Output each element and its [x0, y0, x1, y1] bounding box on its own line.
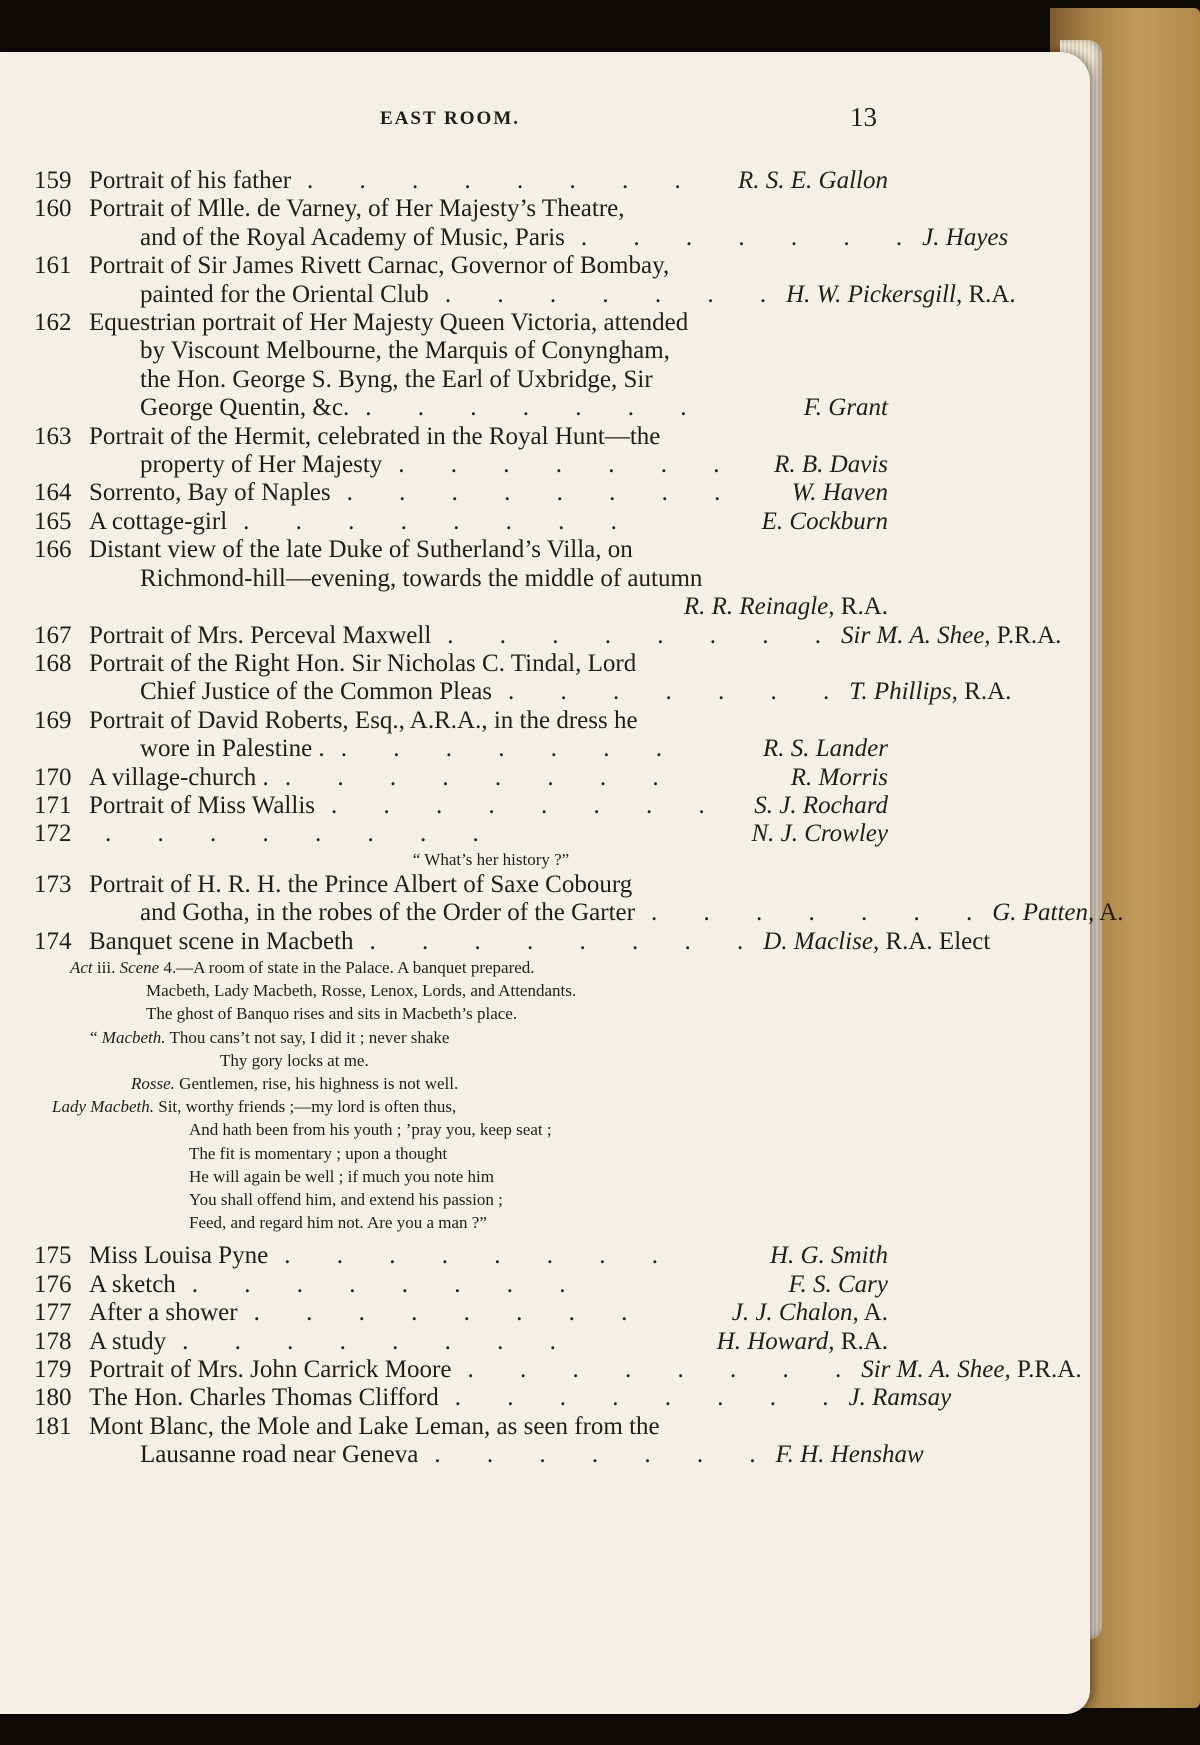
- leader-dots: . . . . . . . .: [284, 763, 679, 791]
- entry-continuation: [34, 1441, 924, 1469]
- artist-suffix: R.A.: [834, 1327, 888, 1355]
- speech-line: Feed, and regard him not. Are you a man ?”: [189, 1213, 487, 1233]
- entry-number: 164: [34, 479, 72, 507]
- entry-176: [34, 1271, 888, 1299]
- entry-artist: [754, 792, 888, 820]
- leader-dots: . . . . . . . .: [105, 820, 499, 848]
- artist-suffix: R.A.: [957, 678, 1012, 706]
- scene-label: Scene: [119, 957, 160, 977]
- entry-title: A village-church .: [89, 763, 269, 791]
- entry-number: 177: [34, 1299, 72, 1327]
- artist-name: J. J. Chalon,: [731, 1299, 859, 1327]
- continuation-text: wore in Palestine .: [140, 735, 325, 763]
- entry-number: 162: [34, 309, 72, 337]
- entry-artist: [717, 1328, 888, 1356]
- entry-number: 167: [34, 621, 72, 649]
- leader-dots: . . . . . . . .: [182, 1327, 576, 1355]
- continuation-text: and Gotha, in the robes of the Order of the Garter: [140, 899, 635, 927]
- continuation-text: property of Her Majesty: [140, 451, 383, 479]
- entry-title: A study: [89, 1327, 167, 1355]
- entry-artist: [738, 167, 888, 195]
- artist-name: Sir M. A. Shee,: [841, 621, 991, 649]
- continuation-text: Lausanne road near Geneva: [140, 1441, 419, 1469]
- entry-number: 176: [34, 1270, 72, 1298]
- entry-179: [34, 1356, 1082, 1384]
- entry-artist: [792, 479, 888, 507]
- entry-title: Mont Blanc, the Mole and Lake Leman, as seen from the: [89, 1412, 660, 1440]
- entry-artist: [849, 678, 1011, 706]
- artist-name: J. Ramsay: [848, 1384, 952, 1412]
- leader-dots: . . . . . . .: [580, 223, 923, 251]
- entry-artist: [791, 764, 888, 792]
- entry-159: [34, 167, 888, 195]
- continuation-text: George Quentin, &c.: [140, 394, 350, 422]
- entry-169: [34, 707, 888, 735]
- entry-artist: [788, 1271, 888, 1299]
- artist-suffix: R.A.: [834, 593, 888, 621]
- entry-continuation: [34, 678, 1012, 706]
- leader-dots: . . . . . . . .: [447, 621, 842, 649]
- artist-name: R. S. E. Gallon: [738, 167, 888, 194]
- speaker-rosse: Rosse.: [131, 1073, 175, 1093]
- entry-artist: [732, 1299, 888, 1327]
- entry-artist: [786, 281, 1016, 309]
- entry-number: 159: [34, 167, 72, 194]
- catalogue-entries: [34, 167, 1124, 1470]
- leader-dots: . . . . . . .: [398, 451, 740, 479]
- entry-title: Portrait of Mrs. John Carrick Moore: [89, 1356, 452, 1384]
- leader-dots: . . . . . . . .: [331, 791, 725, 819]
- entry-174: [34, 927, 991, 956]
- entry-number: 170: [34, 763, 72, 791]
- artist-name: F. Grant: [803, 394, 888, 422]
- artist-name: H. Howard,: [716, 1327, 835, 1355]
- entry-artist: [751, 820, 888, 848]
- entry-artist: [763, 735, 888, 763]
- leader-dots: . . . . . . . .: [191, 1270, 586, 1298]
- entry-continuation: [34, 899, 1124, 927]
- entry-title: Portrait of Mlle. de Varney, of Her Majesty’s Theatre,: [89, 195, 625, 223]
- entry-number: 175: [34, 1242, 72, 1270]
- macbeth-excerpt: [34, 956, 888, 1234]
- entry-163: [34, 423, 888, 451]
- running-title: EAST ROOM.: [380, 108, 521, 129]
- entry-continuation: [34, 394, 888, 422]
- entry-180: [34, 1384, 952, 1412]
- entry-continuation: [34, 280, 1016, 309]
- entries-block-b: [34, 870, 1124, 956]
- entry-title: Sorrento, Bay of Naples: [89, 479, 331, 507]
- entry-167: [34, 621, 1062, 650]
- entry-number: 160: [34, 195, 72, 223]
- leader-dots: . . . . . . .: [365, 394, 707, 422]
- continuation-text: by Viscount Melbourne, the Marquis of Conyngham,: [140, 337, 670, 365]
- leader-dots: . . . . . . . .: [307, 167, 701, 194]
- entry-continuation: [34, 565, 888, 593]
- speech-line: You shall offend him, and extend his passion ;: [189, 1190, 503, 1209]
- entry-artist: [776, 1441, 924, 1469]
- entry-number: 169: [34, 706, 72, 734]
- entry-number: 180: [34, 1384, 72, 1412]
- speech-line: He will again be well ; if much you note him: [189, 1166, 494, 1186]
- entry-number: 166: [34, 536, 72, 564]
- entry-177: [34, 1299, 888, 1327]
- artist-name: R. R. Reinagle,: [683, 593, 835, 621]
- open-quote: “: [90, 1027, 98, 1047]
- artist-name: D. Maclise,: [763, 927, 880, 955]
- entry-number: 161: [34, 252, 72, 280]
- entry-title: Equestrian portrait of Her Majesty Queen Victoria, attended: [89, 309, 689, 337]
- entry-168: [34, 650, 888, 678]
- entry-artist: [848, 1384, 951, 1412]
- artist-name: T. Phillips,: [849, 678, 958, 706]
- entry-title: Miss Louisa Pyne: [89, 1242, 269, 1270]
- entry-artist: [992, 899, 1123, 927]
- artist-name: F. H. Henshaw: [775, 1441, 924, 1469]
- entry-164: [34, 479, 888, 507]
- entry-162: [34, 309, 888, 337]
- speech-line: Gentlemen, rise, his highness is not well.: [174, 1073, 459, 1093]
- entry-number: 171: [34, 791, 72, 819]
- leader-dots: . . . . . . .: [444, 280, 787, 308]
- artist-name: H. W. Pickersgill,: [786, 280, 963, 308]
- leader-dots: . . . . . . .: [650, 899, 993, 927]
- entry-173: [34, 871, 888, 899]
- entry-artist: [684, 593, 888, 621]
- speech-line: The fit is momentary ; upon a thought: [189, 1143, 448, 1163]
- entry-title: Portrait of H. R. H. the Prince Albert of Saxe Cobourg: [89, 870, 633, 898]
- leader-dots: . . . . . . . .: [454, 1384, 849, 1412]
- entry-continuation: [34, 735, 888, 763]
- artist-name: J. Hayes: [922, 223, 1009, 251]
- entry-continuation: [34, 337, 888, 365]
- leader-dots: . . . . . . . .: [369, 927, 764, 955]
- entries-block-a: [34, 167, 1062, 849]
- speech-line: And hath been from his youth ; ’pray you, keep seat ;: [189, 1120, 552, 1140]
- entry-artist: [861, 1356, 1081, 1384]
- entry-number: 179: [34, 1356, 72, 1384]
- speaker-macbeth: Macbeth.: [101, 1027, 166, 1047]
- entry-170: [34, 764, 888, 792]
- entry-artist: [841, 622, 1061, 650]
- artist-name: W. Haven: [791, 479, 888, 507]
- continuation-text: Richmond-hill—evening, towards the middle of autumn: [140, 564, 703, 592]
- continuation-text: Chief Justice of the Common Pleas: [140, 678, 493, 706]
- entry-number: 178: [34, 1327, 72, 1355]
- entry-artist: [763, 928, 990, 956]
- entry-178: [34, 1328, 888, 1356]
- entry-continuation: [34, 223, 1009, 252]
- entry-title: Portrait of David Roberts, Esq., A.R.A., in the dress he: [89, 706, 638, 734]
- artist-name: R. B. Davis: [774, 451, 888, 479]
- entry-number: 172: [34, 820, 72, 848]
- entry-artist: [922, 224, 1008, 252]
- entry-title: Distant view of the late Duke of Sutherland’s Villa, on: [89, 536, 633, 564]
- leader-dots: . . . . . . .: [508, 678, 850, 706]
- continuation-text: and of the Royal Academy of Music, Paris: [140, 223, 565, 251]
- leader-dots: . . . . . . . .: [253, 1299, 648, 1327]
- artist-suffix: P.R.A.: [1010, 1356, 1082, 1384]
- artist-name: G. Patten,: [992, 899, 1095, 927]
- entry-title: A sketch: [89, 1270, 176, 1298]
- leader-dots: . . . . . . . .: [243, 507, 637, 535]
- artist-suffix: P.R.A.: [990, 621, 1062, 649]
- entry-161: [34, 252, 888, 280]
- continuation-text: painted for the Oriental Club: [140, 280, 429, 308]
- artist-suffix: A.: [1094, 899, 1124, 927]
- entry-175: [34, 1242, 888, 1270]
- dramatis-personae: Macbeth, Lady Macbeth, Rosse, Lenox, Lords, and Attendants.: [146, 981, 577, 1001]
- artist-suffix: R.A. Elect: [879, 927, 991, 955]
- entry-artist: [774, 451, 888, 479]
- entry-number: 181: [34, 1412, 72, 1440]
- artist-name: R. Morris: [790, 763, 888, 791]
- entry-title: Portrait of Sir James Rivett Carnac, Governor of Bombay,: [89, 252, 670, 280]
- entry-title: The Hon. Charles Thomas Clifford: [89, 1384, 439, 1412]
- artist-suffix: A.: [858, 1299, 888, 1327]
- entry-number: 165: [34, 507, 72, 535]
- entry-artist: [770, 1242, 888, 1270]
- entry-172: [34, 820, 888, 848]
- artist-suffix: R.A.: [962, 280, 1016, 308]
- artist-name: N. J. Crowley: [751, 820, 888, 848]
- act-number: iii.: [92, 957, 120, 977]
- speech-line: Thou cans’t not say, I did it ; never shake: [165, 1027, 450, 1047]
- entry-artist-line: [34, 593, 888, 621]
- act-label: Act: [70, 957, 93, 977]
- leader-dots: . . . . . . . .: [346, 479, 741, 507]
- page-number: 13: [850, 102, 877, 132]
- artist-name: F. S. Cary: [788, 1270, 888, 1298]
- leader-dots: . . . . . . .: [434, 1441, 776, 1469]
- entry-artist: [804, 394, 888, 422]
- entry-number: 163: [34, 422, 72, 450]
- page-header: [0, 102, 1090, 148]
- entry-artist: [762, 508, 888, 536]
- entry-title: Portrait of Miss Wallis: [89, 791, 316, 819]
- entry-number: 173: [34, 870, 72, 898]
- leader-dots: . . . . . . .: [340, 735, 682, 763]
- entry-number: 168: [34, 649, 72, 677]
- artist-name: E. Cockburn: [761, 507, 888, 535]
- entry-continuation: [34, 366, 888, 394]
- entry-title: A cottage-girl: [89, 507, 228, 535]
- speech-line: Sit, worthy friends ;—my lord is often thus,: [153, 1097, 457, 1117]
- entry-number: 174: [34, 927, 72, 955]
- entry-172-quote: “ What’s her history ?”: [412, 849, 570, 869]
- entry-title: Portrait of the Hermit, celebrated in the Royal Hunt—the: [89, 422, 661, 450]
- entry-title: Portrait of his father: [89, 167, 292, 194]
- artist-name: Sir M. A. Shee,: [861, 1356, 1011, 1384]
- artist-name: R. S. Lander: [763, 735, 888, 763]
- entry-title: Portrait of the Right Hon. Sir Nicholas C. Tindal, Lord: [89, 649, 637, 677]
- entry-181: [34, 1413, 888, 1441]
- entry-171: [34, 792, 888, 820]
- entry-continuation: [34, 451, 888, 479]
- speech-line: Thy gory locks at me.: [220, 1050, 369, 1070]
- scene-description: 4.—A room of state in the Palace. A banquet prepared.: [159, 957, 535, 977]
- continuation-text: the Hon. George S. Byng, the Earl of Uxbridge, Sir: [140, 365, 653, 393]
- artist-name: H. G. Smith: [769, 1242, 888, 1270]
- entry-166: [34, 536, 888, 564]
- speaker-lady-macbeth: Lady Macbeth.: [52, 1097, 154, 1117]
- entries-block-c: [34, 1242, 1082, 1469]
- leader-dots: . . . . . . . .: [467, 1356, 862, 1384]
- entry-165: [34, 508, 888, 536]
- entry-160: [34, 195, 888, 223]
- leader-dots: . . . . . . . .: [284, 1242, 678, 1270]
- entry-title: Portrait of Mrs. Perceval Maxwell: [89, 621, 432, 649]
- stage-direction: The ghost of Banquo rises and sits in Macbeth’s place.: [146, 1004, 518, 1024]
- entry-title: Banquet scene in Macbeth: [89, 927, 354, 955]
- entry-title: After a shower: [89, 1299, 238, 1327]
- artist-name: S. J. Rochard: [754, 791, 888, 819]
